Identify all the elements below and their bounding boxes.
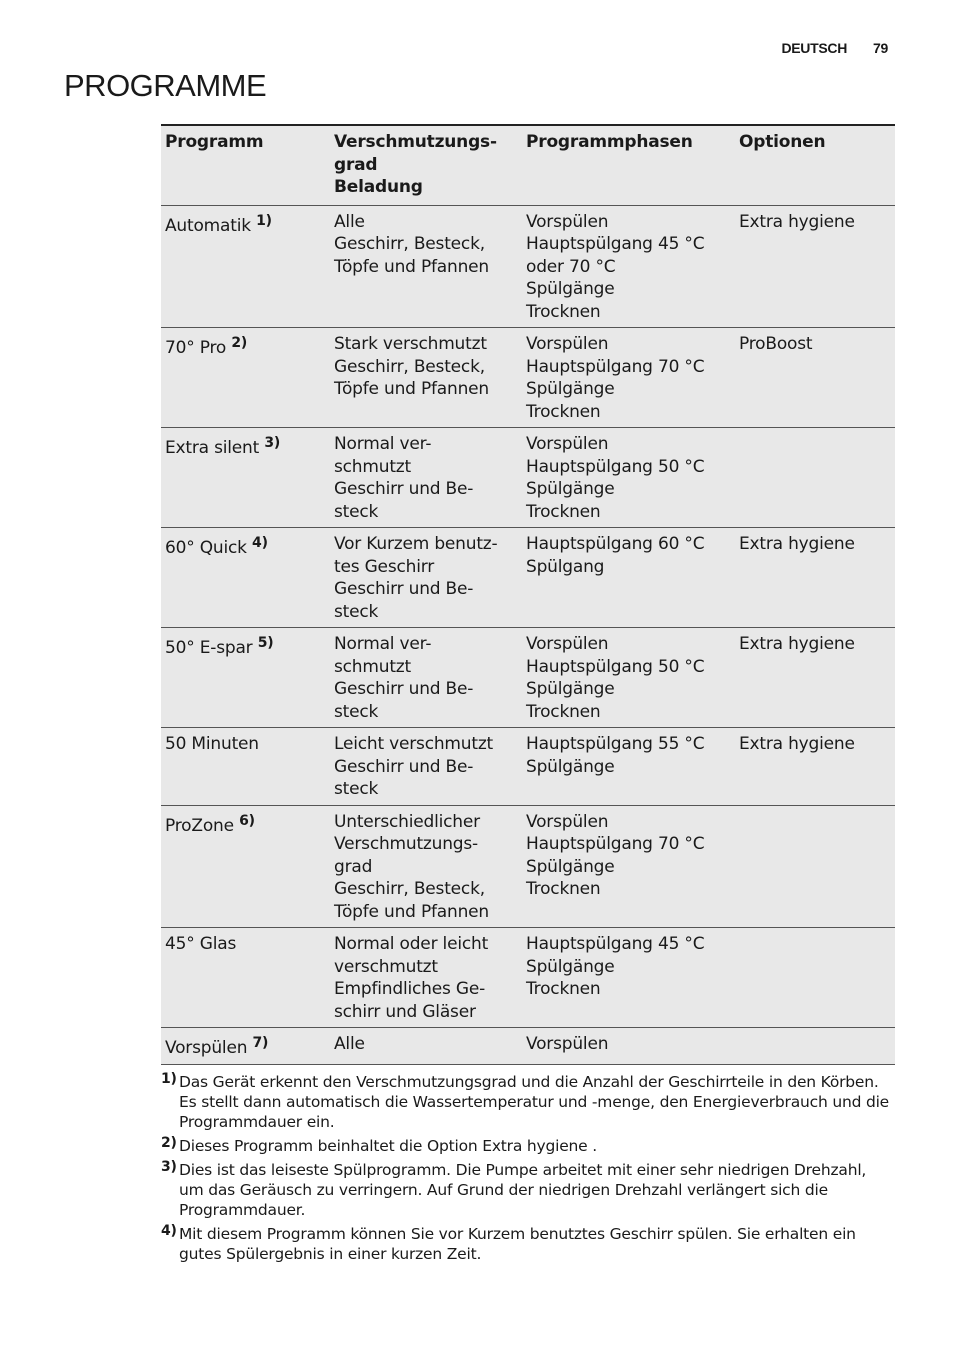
- footnotes: [161, 1072, 895, 1268]
- options-cell: [735, 928, 895, 1028]
- table-row: [161, 205, 895, 328]
- programme-table: [161, 124, 895, 1065]
- footnote-mark: 2): [161, 1135, 177, 1151]
- phases-cell: Vorspülen Hauptspülgang 50 °C Spülgänge Trocknen: [522, 428, 735, 528]
- phases-cell: Vorspülen Hauptspülgang 70 °C Spülgänge Trocknen: [522, 328, 735, 428]
- program-cell: [161, 205, 330, 328]
- column-header-soil-load: Verschmutzungs- grad Beladung: [330, 125, 522, 205]
- table-row: [161, 528, 895, 628]
- page-title: PROGRAMME: [64, 68, 267, 103]
- program-cell: [161, 628, 330, 728]
- soil-cell: Normal oder leicht verschmutzt Empfindliches Ge- schirr und Gläser: [330, 928, 522, 1028]
- soil-cell: Unterschiedlicher Verschmutzungs- grad Geschirr, Besteck, Töpfe und Pfannen: [330, 805, 522, 928]
- phases-cell: Vorspülen Hauptspülgang 70 °C Spülgänge Trocknen: [522, 805, 735, 928]
- footnote-ref: 2): [231, 335, 248, 351]
- options-cell: [735, 1028, 895, 1065]
- phases-cell: Hauptspülgang 55 °C Spülgänge: [522, 728, 735, 806]
- footnote-ref: 3): [264, 435, 281, 451]
- table-row: [161, 328, 895, 428]
- soil-cell: Normal ver- schmutzt Geschirr und Be- steck: [330, 428, 522, 528]
- soil-cell: Leicht verschmutzt Geschirr und Be- steck: [330, 728, 522, 806]
- soil-cell: Alle Geschirr, Besteck, Töpfe und Pfannen: [330, 205, 522, 328]
- footnote-ref: 4): [252, 535, 268, 551]
- soil-cell: Normal ver- schmutzt Geschirr und Be- steck: [330, 628, 522, 728]
- footnote-text: Das Gerät erkennt den Verschmutzungsgrad und die Anzahl der Geschirrteile in den Körben. Es stellt dann automatisch die Wassertemperatur und -menge, den Energieverbrauch und die Programmdauer ein.: [179, 1073, 890, 1131]
- table-row: [161, 628, 895, 728]
- phases-cell: Hauptspülgang 45 °C Spülgänge Trocknen: [522, 928, 735, 1028]
- table-row: [161, 805, 895, 928]
- program-name: 60° Quick: [165, 538, 247, 558]
- footnote-ref: 7): [252, 1035, 269, 1051]
- program-cell: [161, 728, 330, 806]
- program-name: 50° E-spar: [165, 638, 253, 658]
- footnote-text: Dies ist das leiseste Spülprogramm. Die Pumpe arbeitet mit einer sehr niedrigen Drehzahl, um das Geräusch zu verringern. Auf Grund der niedrigen Drehzahl verlängert sich die Programmdauer.: [179, 1161, 867, 1219]
- program-name: 45° Glas: [165, 934, 237, 954]
- footnote: [161, 1072, 895, 1132]
- footnote-text: Mit diesem Programm können Sie vor Kurzem benutztes Geschirr spülen. Sie erhalten ein gutes Spülergebnis in einer kurzen Zeit.: [179, 1225, 856, 1263]
- options-cell: Extra hygiene: [735, 205, 895, 328]
- footnote: [161, 1136, 895, 1156]
- footnote: [161, 1160, 895, 1220]
- phases-cell: Vorspülen Hauptspülgang 50 °C Spülgänge Trocknen: [522, 628, 735, 728]
- section-label: DEUTSCH: [781, 40, 848, 56]
- table-row: [161, 728, 895, 806]
- table-row: [161, 928, 895, 1028]
- footnote-ref: 6): [239, 812, 255, 829]
- soil-cell: Stark verschmutzt Geschirr, Besteck, Töpfe und Pfannen: [330, 328, 522, 428]
- footnote-ref: 1): [256, 212, 272, 229]
- program-name: 70° Pro: [165, 338, 227, 358]
- footnote-mark: 3): [161, 1159, 177, 1175]
- phases-cell: Hauptspülgang 60 °C Spülgang: [522, 528, 735, 628]
- soil-cell: Alle: [330, 1028, 522, 1065]
- phases-cell: Vorspülen: [522, 1028, 735, 1065]
- program-cell: [161, 805, 330, 928]
- column-header-phases: Programmphasen: [522, 125, 735, 205]
- options-cell: Extra hygiene: [735, 528, 895, 628]
- footnote-ref: 5): [257, 635, 274, 651]
- options-cell: Extra hygiene: [735, 628, 895, 728]
- program-cell: [161, 428, 330, 528]
- options-cell: Extra hygiene: [735, 728, 895, 806]
- table-header-row: [161, 125, 895, 205]
- table-row: [161, 1028, 895, 1065]
- column-header-options: Optionen: [735, 125, 895, 205]
- program-cell: [161, 1028, 330, 1065]
- page-number: 79: [873, 40, 888, 56]
- table-row: [161, 428, 895, 528]
- program-name: Automatik: [165, 215, 251, 236]
- program-name: ProZone: [165, 815, 234, 836]
- soil-cell: Vor Kurzem benutz- tes Geschirr Geschirr und Be- steck: [330, 528, 522, 628]
- phases-cell: Vorspülen Hauptspülgang 45 °C oder 70 °C Spülgänge Trocknen: [522, 205, 735, 328]
- footnote-mark: 1): [161, 1071, 177, 1087]
- column-header-program: Programm: [161, 125, 330, 205]
- footnote-text: Dieses Programm beinhaltet die Option Extra hygiene .: [179, 1137, 597, 1155]
- options-cell: [735, 805, 895, 928]
- options-cell: ProBoost: [735, 328, 895, 428]
- program-cell: [161, 328, 330, 428]
- footnote: [161, 1224, 895, 1264]
- program-cell: [161, 928, 330, 1028]
- page-header: [781, 40, 888, 56]
- program-name: 50 Minuten: [165, 734, 259, 754]
- program-name: Vorspülen: [165, 1038, 248, 1058]
- footnote-mark: 4): [161, 1223, 177, 1239]
- program-name: Extra silent: [165, 438, 260, 458]
- options-cell: [735, 428, 895, 528]
- program-cell: [161, 528, 330, 628]
